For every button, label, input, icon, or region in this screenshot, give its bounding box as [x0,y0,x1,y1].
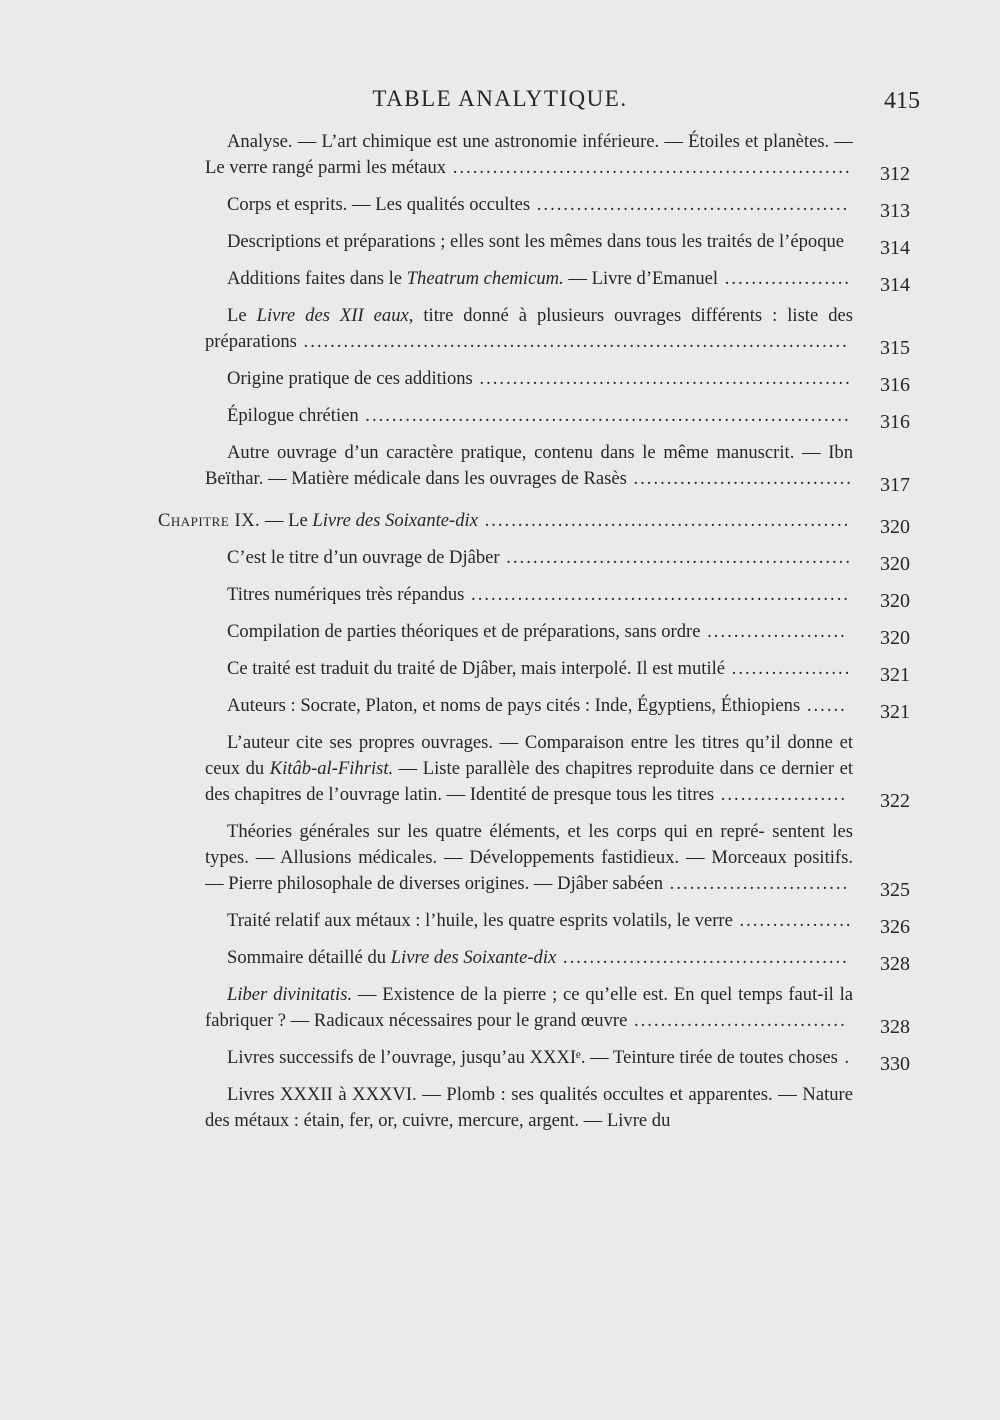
entry-text [205,229,853,255]
entry-segment: , titre donné à plusieurs ouvrages différents : liste des préparations [205,305,853,352]
dot-leader: ........................... [663,873,850,894]
entry-line: Livres successifs de l’ouvrage, jusqu’au XXXIᵉ. — Teinture tirée de [227,1047,735,1068]
entry-text [205,982,853,1034]
entry-segment: — Liste parallèle des chapitres reproduite dans ce dernier et des chapitres de l’ouvrage latin. — Identité de presque tous les titres [205,758,853,805]
italic-title: Livre des Soixante-dix [312,510,478,531]
dot-leader: ........................................... [556,947,849,968]
entry-line: toutes choses [739,1047,838,1068]
entry-text [205,730,853,808]
toc-entry [205,945,910,975]
dot-leader: ................... [718,268,852,289]
entry-text [205,945,853,971]
toc-entry [205,693,910,723]
page-number: 415 [884,88,920,114]
dot-leader: ................................ [627,1010,847,1031]
entry-line: — Nature des métaux : étain, fer, or, cuivre, mercure, argent. — Livre du [205,1084,853,1131]
entry-line: Autre ouvrage d’un caractère pratique, contenu dans le même manuscrit. [227,442,795,463]
toc-entry [205,619,910,649]
dot-leader: . [837,1047,852,1068]
dot-leader: ............................................................ [446,157,852,178]
toc-entry [205,229,910,259]
entry-text [205,129,853,181]
dot-leader: ................................. [626,468,853,489]
toc-entry [205,656,910,686]
chapter-entry [158,508,910,538]
dot-leader: ...... [800,695,847,716]
entry-text [205,1082,853,1134]
page-reference: 320 [880,590,910,612]
entry-segment: — Livre d’Emanuel [563,268,719,289]
dot-leader: ........................................................ [472,368,852,389]
toc-entry [205,908,910,938]
toc-entry [205,192,910,222]
entry-line: Analyse. — L’art chimique est une astronomie inférieure. — Étoiles et [227,131,759,152]
entry-text [205,303,853,355]
entry-line: Éthiopiens [720,695,801,716]
entry-text [158,508,853,534]
page-reference: 320 [880,516,910,538]
entry-line: Compilation de parties théoriques et de préparations, sans ordre [227,621,701,642]
page-reference: 317 [880,474,910,496]
toc-entry [205,1082,910,1134]
entry-line: Origine pratique de ces additions [227,368,473,389]
entry-line: Corps et esprits. — Les qualités occultes [227,194,531,215]
toc-entry [205,819,910,901]
dot-leader: ......................................................................... [358,405,851,426]
entry-text [205,656,853,682]
dot-leader: .................................................... [499,547,852,568]
entry-text [205,192,853,218]
dot-leader: ....................................................... [477,510,851,531]
table-of-contents [158,129,910,1145]
italic-title: Livre des XII eaux [256,305,409,326]
entry-text [205,619,853,645]
italic-title: Theatrum chemicum. [406,268,564,289]
entry-text [205,266,853,292]
dot-leader: .................................................................................. [296,331,849,352]
entry-line: planètes. — Le verre rangé parmi les métaux [205,131,853,178]
entry-line: Livres XXXII à XXXVI. — Plomb : ses qualités occultes et apparentes. [227,1084,773,1105]
page-reference: 314 [880,237,910,259]
page-reference: 325 [880,879,910,901]
toc-entry [205,266,910,296]
entry-text [205,582,853,608]
entry-segment: — Le [260,510,313,531]
chapter-label: Chapitre IX. [158,510,261,531]
toc-entry [205,545,910,575]
dot-leader: ................... [714,784,848,805]
entry-segment: L’auteur cite ses propres ouvrages. — Comparaison entre les titres qu’il donne et ceux du [205,732,853,779]
toc-entry [205,366,910,396]
italic-title: Liber divinitatis. [227,984,353,1005]
entry-text [205,440,853,492]
running-title: TABLE ANALYTIQUE. [372,86,628,111]
entry-text [205,908,853,934]
entry-segment: Sommaire détaillé du [227,947,391,968]
page-reference: 314 [880,274,910,296]
entry-segment: Le [227,305,257,326]
entry-text [205,366,853,392]
italic-title: Livre des Soixante-dix [390,947,557,968]
toc-entry [205,403,910,433]
page-reference: 315 [880,337,910,359]
page-reference: 320 [880,627,910,649]
entry-text [205,545,853,571]
entry-line: de l’époque [756,231,845,252]
entry-segment: — Existence de la pierre ; ce qu’elle est. En quel temps faut-il la fabriquer ? — Radicaux nécessaires pour le grand œuvre [205,984,853,1031]
entry-line: Épilogue chrétien [227,405,359,426]
entry-text [205,693,853,719]
toc-entry [205,730,910,812]
entry-line: Auteurs : Socrate, Platon, et noms de pays cités : Inde, Égyptiens, [227,695,717,716]
page-reference: 328 [880,953,910,975]
dot-leader: ................. [732,910,853,931]
page-reference: 316 [880,374,910,396]
toc-entry [205,303,910,359]
entry-text [205,403,853,429]
toc-entry [205,1045,910,1075]
page-reference: 320 [880,553,910,575]
page-reference: 312 [880,163,910,185]
entry-line: Morceaux positifs. — Pierre philosophale de diverses origines. — Djâber [205,847,853,894]
entry-line: C’est le titre d’un ouvrage de Djâber [227,547,500,568]
italic-title: Kitâb-al-Fihrist. [269,758,394,779]
dot-leader: ..................... [700,621,847,642]
entry-line: Traité relatif aux métaux : l’huile, les quatre esprits volatils, le verre [227,910,733,931]
entry-line: sabéen [612,873,664,894]
toc-entry [205,440,910,496]
entry-line: sentent les types. — Allusions médicales. — Développements fastidieux. — [205,821,853,868]
entry-text [205,819,853,897]
entry-line: Ce traité est traduit du traité de Djâber, mais interpolé. Il est mutilé [227,658,726,679]
page-reference: 316 [880,411,910,433]
dot-leader: ............................................... [530,194,850,215]
entry-line: Théories générales sur les quatre éléments, et les corps qui en repré- [227,821,765,842]
entry-line: Titres numériques très répandus [227,584,465,605]
page-reference: 313 [880,200,910,222]
page-reference: 322 [880,790,910,812]
page-reference: 321 [880,664,910,686]
entry-line: — Ibn Beïthar. — Matière médicale dans les ouvrages de Rasès [205,442,853,489]
dot-leader: .................. [725,658,852,679]
entry-line: Descriptions et préparations ; elles sont les mêmes dans tous les traités [227,231,753,252]
page-reference: 321 [880,701,910,723]
dot-leader: ......................................................... [464,584,850,605]
entry-text [205,1045,853,1071]
entry-segment: Additions faites dans le [227,268,407,289]
toc-entry [205,582,910,612]
toc-entry [205,982,910,1038]
page-reference: 326 [880,916,910,938]
page-reference: 330 [880,1053,910,1075]
page-reference: 328 [880,1016,910,1038]
toc-entry [205,129,910,185]
